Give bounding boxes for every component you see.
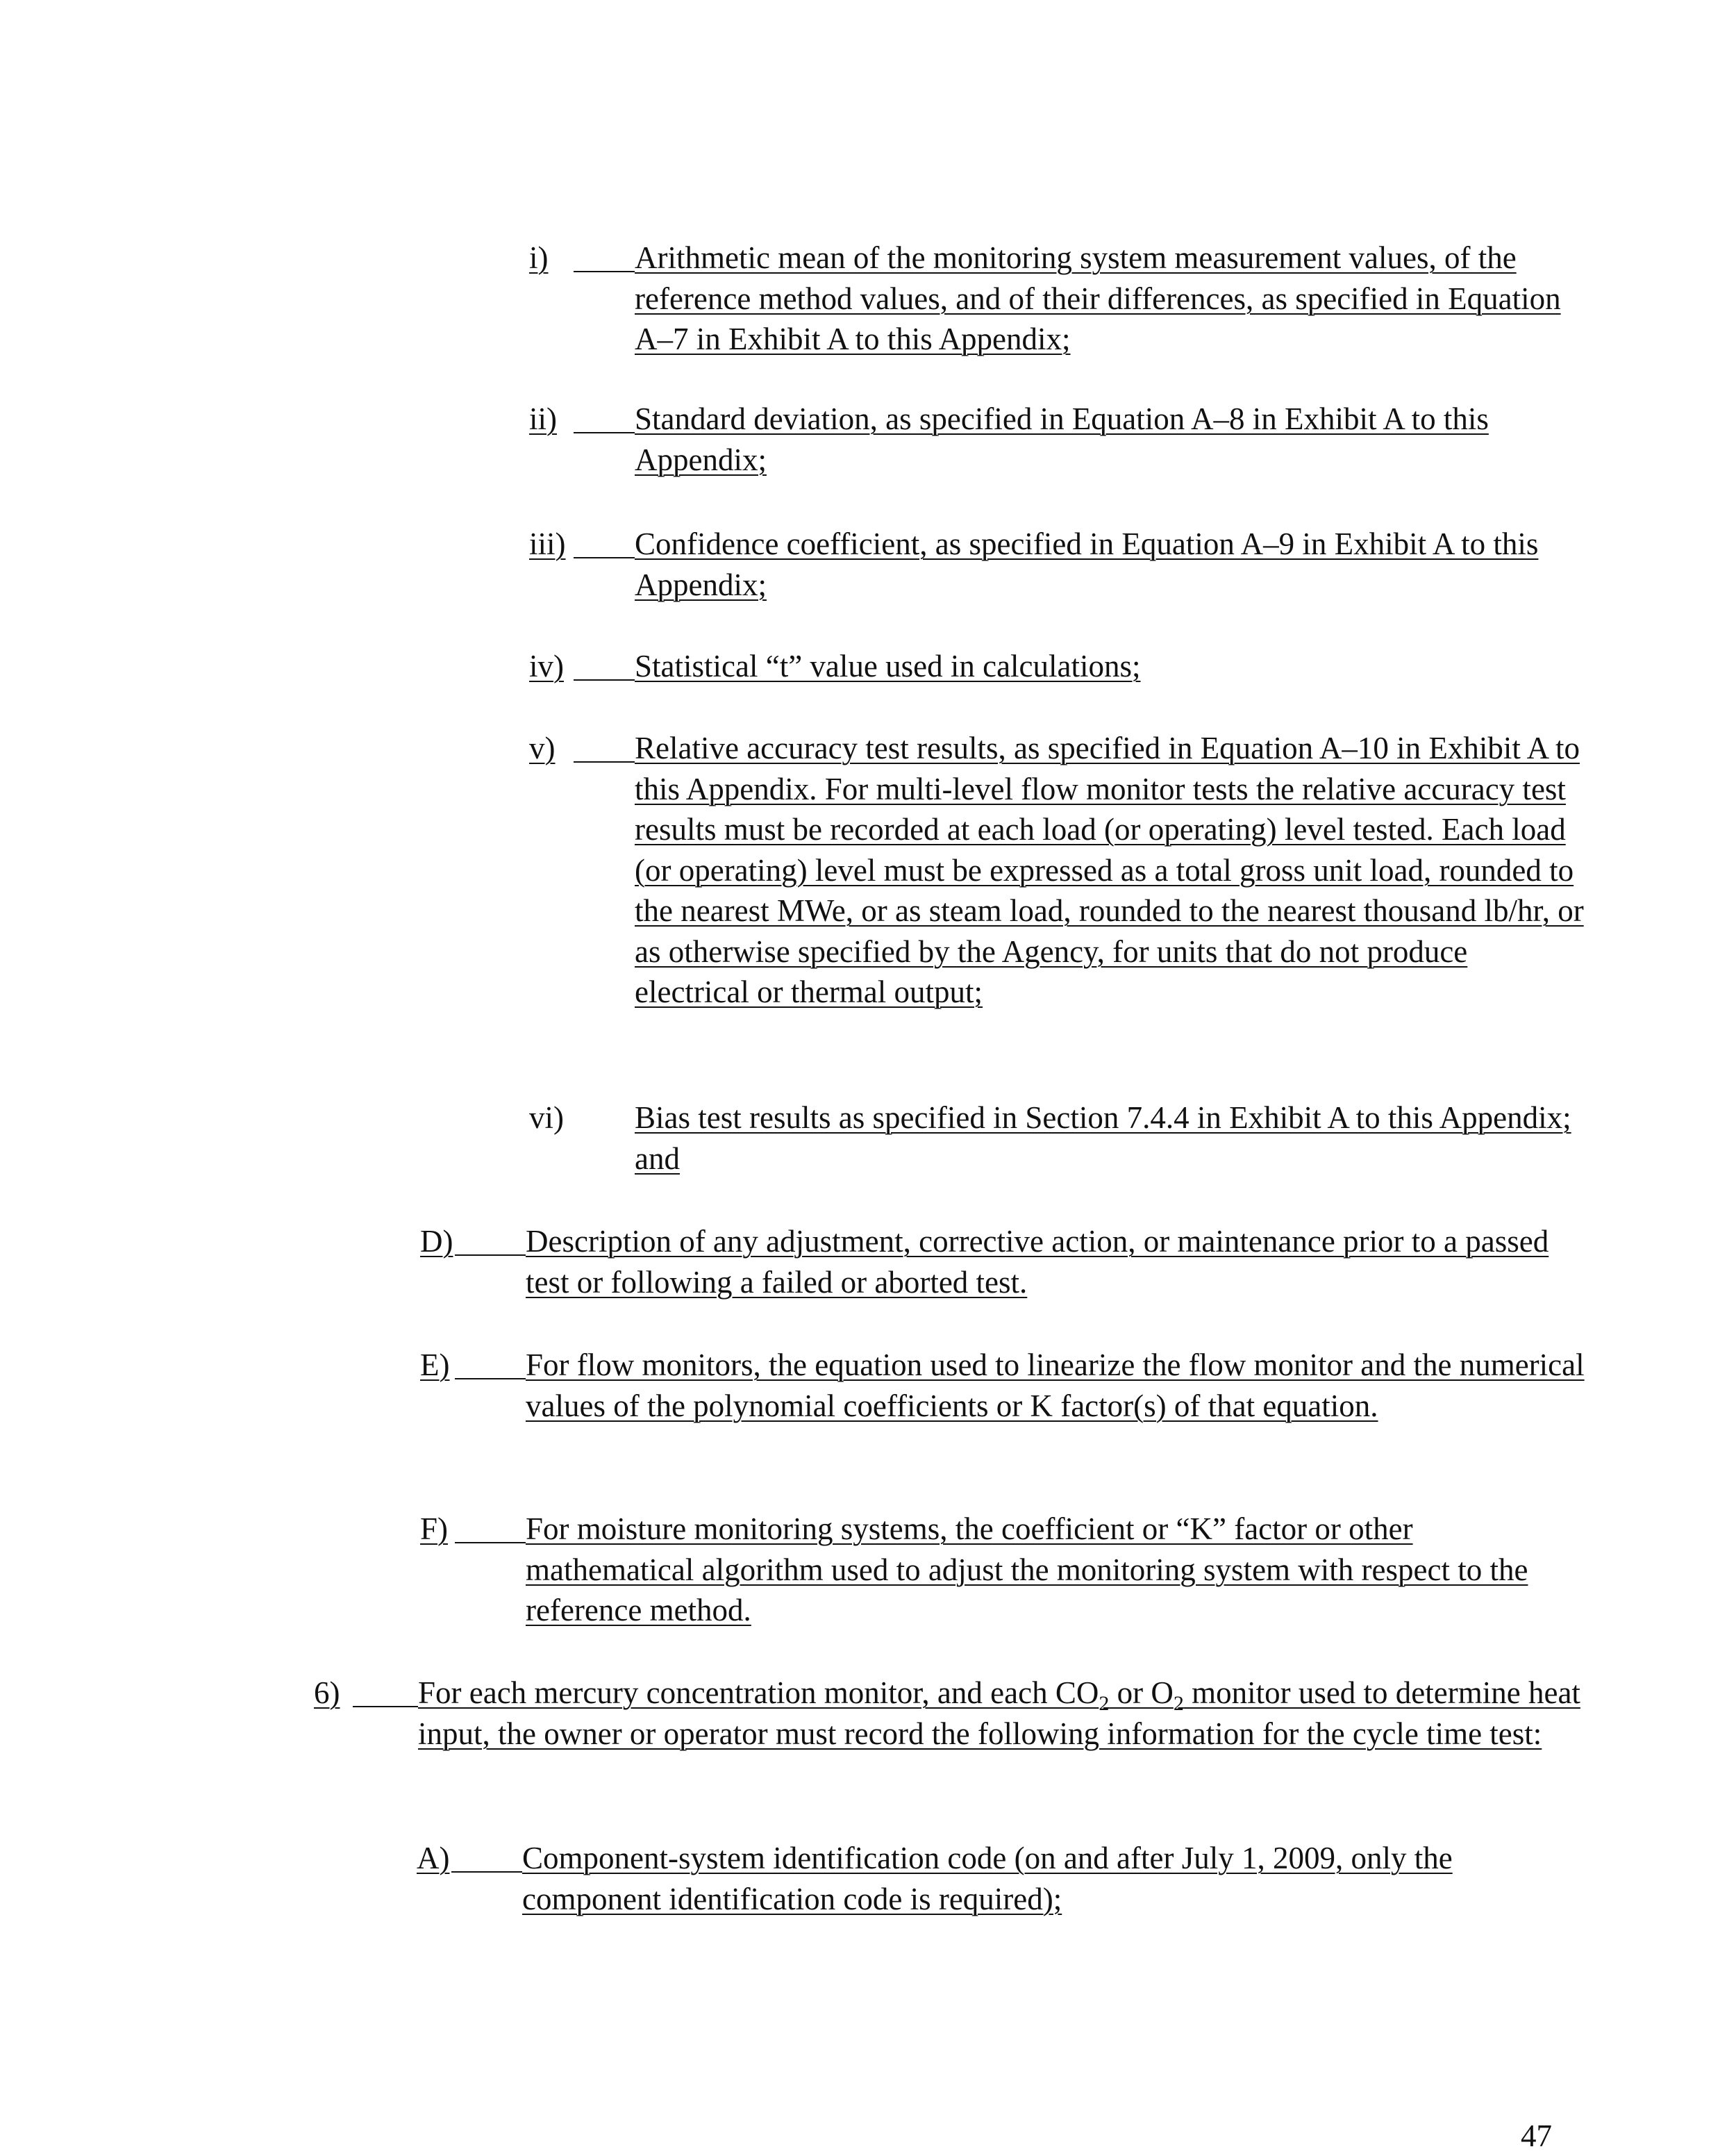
marker-leader-line [353, 1706, 418, 1707]
marker-leader-line [574, 679, 635, 681]
text-part: monitor used to determine heat input, the owner or operator must record the following information for the cycle time test: [418, 1675, 1580, 1751]
marker-leader-line [451, 1871, 522, 1873]
subscript: 2 [1173, 1692, 1184, 1715]
list-marker: E) [420, 1348, 450, 1382]
list-marker: F) [420, 1511, 449, 1546]
list-marker: ii) [529, 401, 557, 436]
list-item-text: Statistical “t” value used in calculations; [635, 649, 1141, 683]
list-item-text: Confidence coefficient, as specified in Equation A–9 in Exhibit A to this Appendix; [635, 526, 1539, 602]
list-marker: 6) [314, 1675, 340, 1710]
marker-leader-line [455, 1254, 526, 1256]
list-item-text [418, 1673, 1599, 1754]
list-item-text: Standard deviation, as specified in Equation A–8 in Exhibit A to this Appendix; [635, 401, 1489, 477]
marker-leader-line [455, 1378, 526, 1379]
list-marker: D) [420, 1224, 453, 1259]
list-item-text: For flow monitors, the equation used to linearize the flow monitor and the numerical values of the polynomial coefficients or K factor(s) of that equation. [526, 1348, 1585, 1423]
list-marker: A) [417, 1841, 450, 1875]
marker-leader-line [574, 557, 635, 558]
list-marker: iv) [529, 649, 564, 683]
list-item-text: Description of any adjustment, corrective action, or maintenance prior to a passed test or following a failed or aborted test. [526, 1224, 1549, 1300]
list-item-text: Component-system identification code (on and after July 1, 2009, only the component identification code is required); [522, 1841, 1453, 1916]
marker-leader-line [574, 761, 635, 763]
list-marker: iii) [529, 526, 566, 561]
list-item-text: Bias test results as specified in Section 7.4.4 in Exhibit A to this Appendix; and [635, 1100, 1571, 1176]
page-number: 47 [1521, 2118, 1552, 2153]
text-part: or O [1109, 1675, 1174, 1710]
subscript: 2 [1099, 1692, 1110, 1715]
text-part: For each mercury concentration monitor, and each CO [418, 1675, 1099, 1710]
marker-leader-line [574, 271, 635, 272]
marker-leader-line [574, 432, 635, 433]
list-item-text: Relative accuracy test results, as specified in Equation A–10 in Exhibit A to this Appendix. For multi-level flow monitor tests the relative accuracy test results must be recorded at each load (or operating) level tested. Each load (or operating) level must be expressed as a total gross unit load, rounded to the nearest MWe, or as steam load, rounded to the nearest thousand lb/hr, or as otherwise specified by the Agency, for units that do not produce electrical or thermal output; [635, 731, 1584, 1009]
marker-leader-line [455, 1542, 526, 1543]
list-item-text: For moisture monitoring systems, the coefficient or “K” factor or other mathematical algorithm used to adjust the monitoring system with respect to the reference method. [526, 1511, 1528, 1627]
list-marker: v) [529, 731, 556, 765]
list-marker: i) [529, 240, 549, 275]
list-item-text: Arithmetic mean of the monitoring system measurement values, of the reference method values, and of their differences, as specified in Equation A–7 in Exhibit A to this Appendix; [635, 240, 1561, 356]
list-marker: vi) [529, 1100, 564, 1135]
